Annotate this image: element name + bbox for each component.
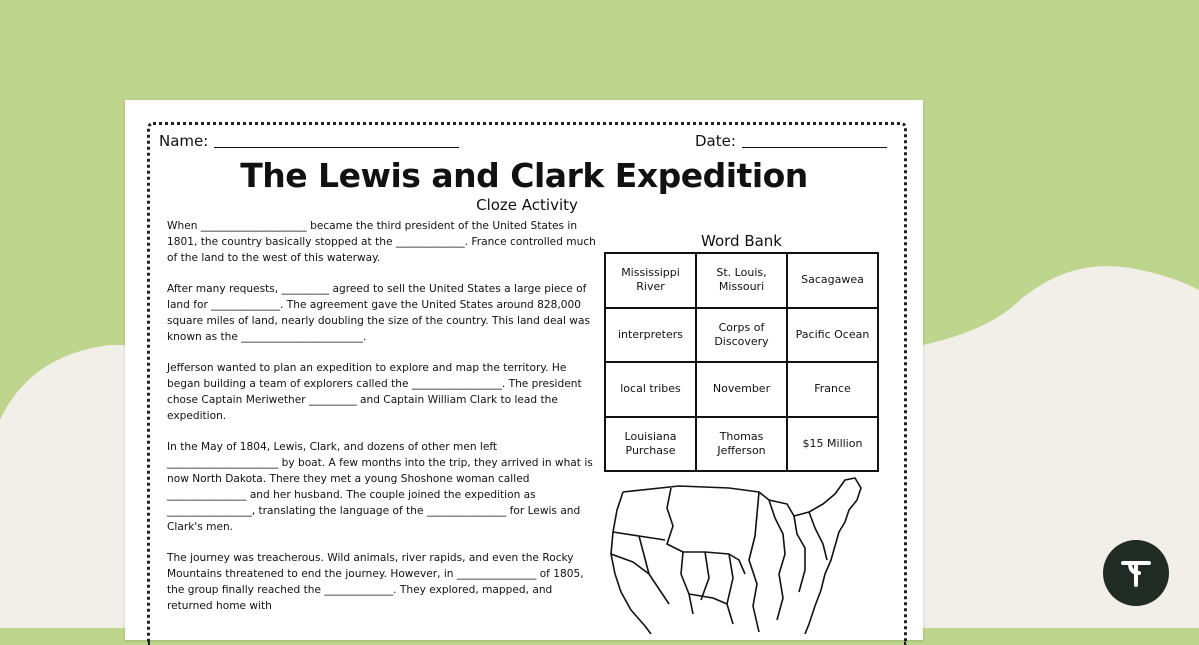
word-bank-cell: Louisiana Purchase <box>605 417 696 472</box>
cloze-passage <box>167 218 597 629</box>
word-bank-cell: Pacific Ocean <box>787 308 878 363</box>
passage-paragraph: Jefferson wanted to plan an expedition to explore and map the territory. He began building a team of explorers called the _________________. The president chose Captain Meriwether _________ and Captain William Clark to lead the expedition. <box>167 362 582 422</box>
word-bank-cell: local tribes <box>605 362 696 417</box>
date-blank <box>742 133 887 148</box>
word-bank-cell: Thomas Jefferson <box>696 417 787 472</box>
passage-paragraph: The journey was treacherous. Wild animals, river rapids, and even the Rocky Mountains threatened to end the journey. However, in _______________ of 1805, the group finally reached the _____________. They explored, mapped, and returned home with <box>167 552 584 612</box>
worksheet-subtitle: Cloze Activity <box>476 196 578 214</box>
word-bank-cell: Corps of Discovery <box>696 308 787 363</box>
name-label: Name: <box>159 132 209 150</box>
word-bank-cell: France <box>787 362 878 417</box>
word-bank-cell: Sacagawea <box>787 253 878 308</box>
word-bank-cell: $15 Million <box>787 417 878 472</box>
worksheet <box>125 100 923 640</box>
name-blank <box>214 133 459 148</box>
passage-paragraph: After many requests, _________ agreed to sell the United States a large piece of land for _____________. The agreement gave the United States around 828,000 square miles of land, nearly doubling the size of the country. This land deal was known as the _______________________. <box>167 283 590 343</box>
passage-paragraph: When ____________________ became the third president of the United States in 1801, the country basically stopped at the _____________. France controlled much of the land to the west of this waterway. <box>167 220 596 264</box>
word-bank-cell: November <box>696 362 787 417</box>
word-bank-cell: St. Louis, Missouri <box>696 253 787 308</box>
us-outline-map <box>609 474 871 634</box>
worksheet-title: The Lewis and Clark Expedition <box>240 156 808 195</box>
word-bank-grid <box>604 252 879 472</box>
date-label: Date: <box>695 132 736 150</box>
word-bank-cell: interpreters <box>605 308 696 363</box>
name-field <box>159 132 459 150</box>
date-field <box>695 132 887 150</box>
passage-paragraph: In the May of 1804, Lewis, Clark, and dozens of other men left _____________________ by boat. A few months into the trip, they arrived in what is now North Dakota. There they met a young Shoshone woman called _______________ and her husband. The couple joined the expedition as ________________, translating the language of the _______________ for Lewis and Clark's men. <box>167 441 593 533</box>
teach-starter-logo-icon[interactable] <box>1103 540 1169 606</box>
word-bank-cell: Mississippi River <box>605 253 696 308</box>
word-bank-title: Word Bank <box>701 232 782 250</box>
